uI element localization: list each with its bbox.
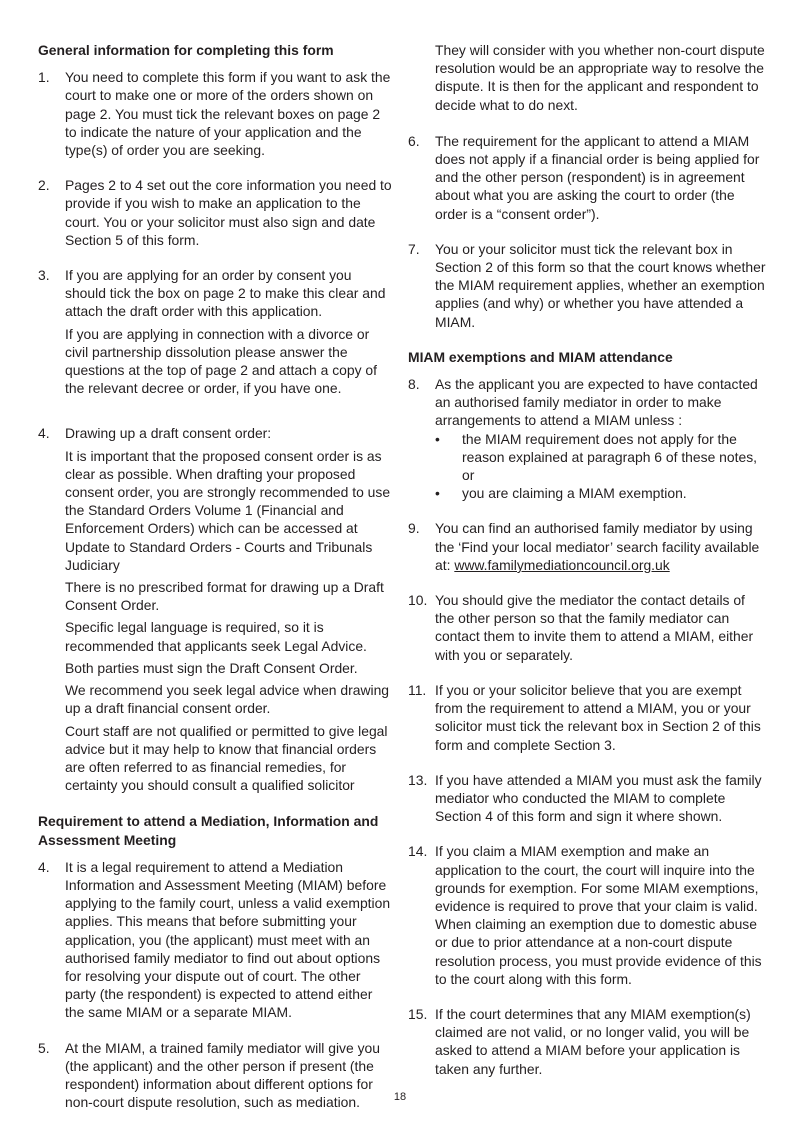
note-text: If you are applying for an order by consent you should tick the box on page 2 to make this clear and attach the draft order with this application. — [65, 267, 386, 320]
note-text: They will consider with you whether non-court dispute resolution would be an appropriate way to resolve the dispute. It is then for the applicant and respondent to decide what to do next. — [435, 42, 765, 113]
note-item-11 — [408, 681, 766, 754]
note-number: 6. — [408, 132, 420, 149]
note-item-3 — [38, 266, 394, 397]
list-item-text: you are claiming a MIAM exemption. — [462, 485, 687, 502]
note-text: If you or your solicitor believe that you are exempt from the requirement to attend a MIAM, you or your solicitor must tick the relevant box in Section 2 of this form and complete Section 3. — [435, 681, 761, 753]
note-item-6 — [408, 132, 766, 223]
note-text: You or your solicitor must tick the relevant box in Section 2 of this form so that the court knows whether the MIAM requirement applies, whether an exemption applies (and why) or whether you have attended a MIAM. — [435, 240, 766, 330]
note-number: 9. — [408, 520, 420, 537]
list-item-text: the MIAM requirement does not apply for the reason explained at paragraph 6 of these notes, or — [462, 430, 757, 484]
note-item-5-continued — [408, 41, 766, 114]
note-number: 4. — [38, 858, 50, 875]
right-column — [408, 41, 766, 1078]
note-text: You need to complete this form if you want to ask the court to make one or more of the orders shown on page 2. You must tick the relevant boxes on page 2 to indicate the nature of your application and the type(s) of order you are seeking. — [65, 69, 391, 159]
note-number: 3. — [38, 267, 50, 284]
note-text: The requirement for the applicant to attend a MIAM does not apply if a financial order is being applied for and the other person (respondent) is in agreement about what you are asking the court to order (the order is a “consent order”). — [435, 132, 760, 222]
note-number: 8. — [408, 376, 420, 393]
list-item — [435, 484, 766, 502]
section-heading-miam-requirement: Requirement to attend a Mediation, Information and Assessment Meeting — [38, 813, 379, 848]
bullet-list — [435, 430, 766, 503]
note-number: 13. — [408, 771, 428, 788]
note-text-body: You can find an authorised family mediator by using the ‘Find your local mediator’ search facility available at: — [435, 520, 760, 573]
section-heading-general: General information for completing this form — [38, 42, 334, 58]
note-item-7 — [408, 240, 766, 331]
left-column — [38, 41, 394, 1111]
bullet: • — [435, 485, 440, 502]
note-text: There is no prescribed format for drawing up a Draft Consent Order. — [65, 579, 384, 614]
note-number: 15. — [408, 1005, 428, 1022]
note-item-4-miam — [38, 858, 394, 1022]
note-text: It is important that the proposed consent order is as clear as possible. When drafting your proposed consent order, you are strongly recommended to use the Standard Orders Volume 1 (Financial and Enforcement Orders) which can be accessed at Update to Standard Orders - Courts and Tribunals Judiciary — [65, 447, 391, 573]
note-number: 11. — [408, 681, 427, 698]
note-number: 14. — [408, 843, 428, 860]
section-heading-miam-exemptions: MIAM exemptions and MIAM attendance — [408, 348, 673, 365]
note-text: Drawing up a draft consent order: — [65, 425, 272, 442]
note-text: If you claim a MIAM exemption and make an application to the court, the court will inquire into the grounds for exemption. For some MIAM exemptions, evidence is required to prove that your claim is valid. When claiming an exemption due to domestic abuse or due to prior attendance at a non-court dispute resolution process, you must provide evidence of this to the court along with this form. — [435, 843, 762, 987]
note-number: 7. — [408, 240, 420, 257]
note-text — [435, 519, 766, 574]
note-number: 4. — [38, 425, 50, 442]
mediation-council-link[interactable]: www.familymediationcouncil.org.uk — [454, 556, 670, 573]
note-text: Both parties must sign the Draft Consent Order. — [65, 659, 358, 676]
note-number: 2. — [38, 177, 50, 194]
note-text: You should give the mediator the contact details of the other person so that the family mediator can contact them to invite them to attend a MIAM, either with you or separately. — [435, 592, 754, 663]
note-number: 5. — [38, 1039, 50, 1056]
note-item-9 — [408, 519, 766, 574]
note-item-15 — [408, 1005, 766, 1078]
note-item-10 — [408, 591, 766, 664]
note-text: It is a legal requirement to attend a Mediation Information and Assessment Meeting (MIAM) before applying to the family court, unless a valid exemption applies. This means that before submitting your application, you (the applicant) must meet with an authorised family mediator to find out about options for resolving your dispute out of court. The other party (the respondent) is expected to attend either the same MIAM or a separate MIAM. — [65, 858, 391, 1021]
note-item-4-consent-order — [38, 424, 394, 794]
note-text: As the applicant you are expected to have contacted an authorised family mediator in order to make arrangements to attend a MIAM unless : — [435, 376, 758, 429]
note-number: 1. — [38, 69, 50, 86]
note-text: At the MIAM, a trained family mediator will give you (the applicant) and the other person if present (the respondent) information about different options for non-court dispute resolution, such as mediation. — [65, 1039, 380, 1111]
note-text: Court staff are not qualified or permitted to give legal advice but it may help to know that financial orders are often referred to as financial remedies, for certainty you should consult a qualified solicitor — [65, 722, 388, 794]
note-text: We recommend you seek legal advice when drawing up a draft financial consent order. — [65, 682, 390, 717]
note-text: Pages 2 to 4 set out the core information you need to provide if you wish to make an application to the court. You or your solicitor must also sign and date Section 5 of this form. — [65, 177, 392, 248]
note-item-13 — [408, 771, 766, 826]
note-text: If you are applying in connection with a divorce or civil partnership dissolution please answer the questions at the top of page 2 and attach a copy of the relevant decree or order, if you have one. — [65, 325, 377, 397]
note-item-2 — [38, 176, 394, 249]
note-number: 10. — [408, 592, 428, 609]
list-item — [435, 430, 766, 485]
note-item-1 — [38, 68, 394, 159]
note-text: If you have attended a MIAM you must ask the family mediator who conducted the MIAM to complete Section 4 of this form and sign it where shown. — [435, 771, 762, 825]
bullet: • — [435, 430, 440, 447]
page-number: 18 — [393, 1091, 407, 1103]
note-text: Specific legal language is required, so it is recommended that applicants seek Legal Advice. — [65, 619, 367, 654]
note-text: If the court determines that any MIAM exemption(s) claimed are not valid, or no longer valid, you will be asked to attend a MIAM before your application is taken any further. — [435, 1005, 751, 1077]
note-item-8 — [408, 375, 766, 502]
note-item-14 — [408, 842, 766, 988]
